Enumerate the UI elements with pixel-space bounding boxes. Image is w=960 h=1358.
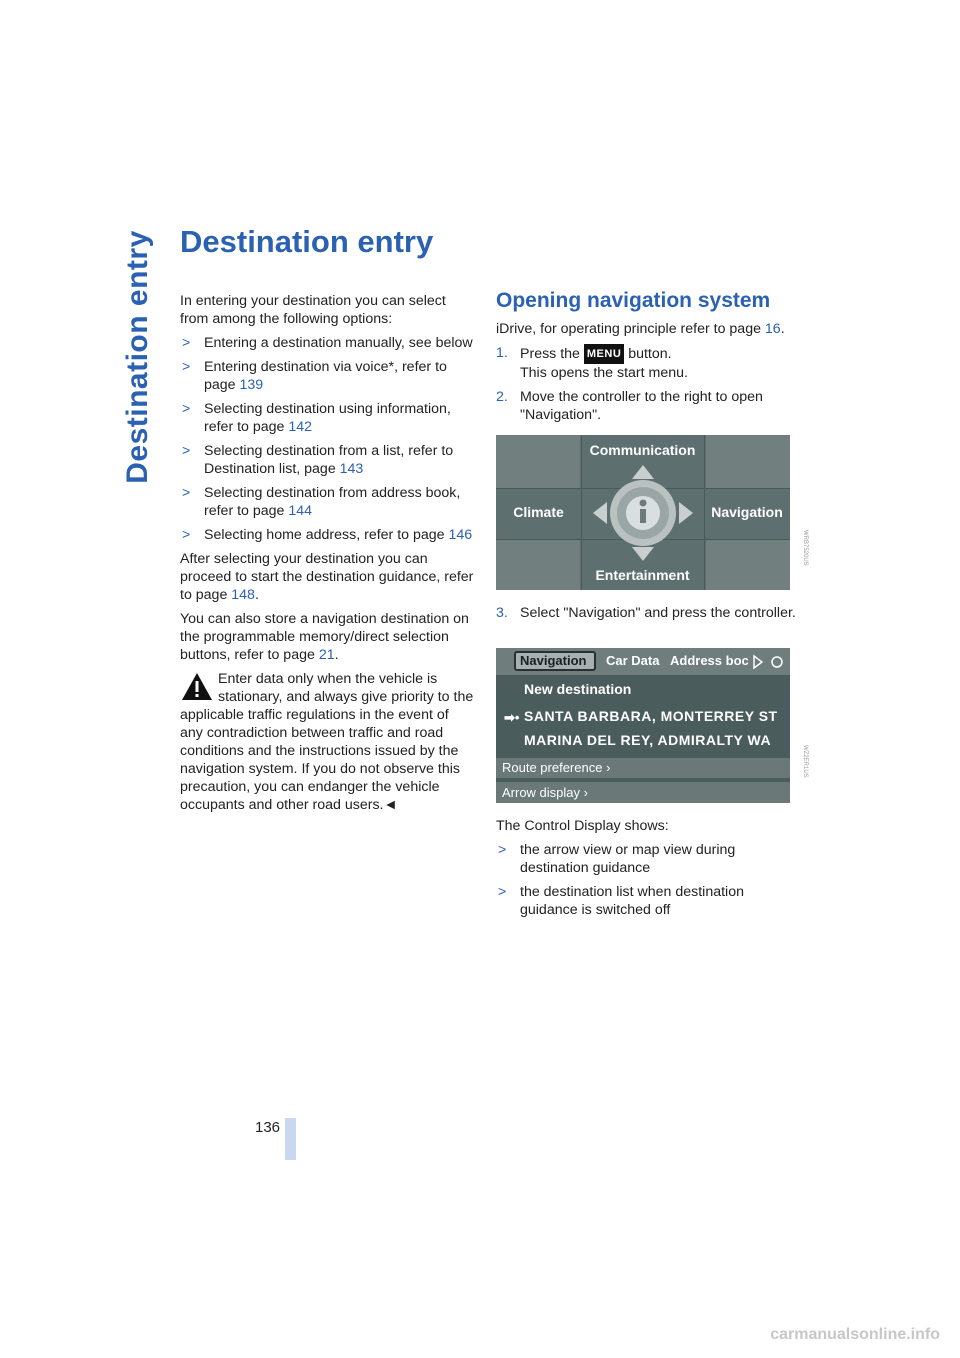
list-item: > Selecting destination using information, refer to page 142 — [182, 401, 451, 435]
menu-key-icon: MENU — [584, 344, 624, 364]
list-item: > the destination list when destination guidance is switched off — [498, 884, 744, 918]
menu-communication[interactable]: Communication — [589, 442, 696, 458]
left-column — [180, 292, 475, 820]
list-item: > Selecting home address, refer to page 146 — [182, 527, 473, 543]
page-link[interactable]: 146 — [448, 527, 473, 543]
start-menu-screenshot — [496, 435, 790, 590]
tab-address-book[interactable]: Address boc — [670, 653, 749, 668]
menu-entertainment[interactable]: Entertainment — [595, 567, 690, 583]
menu-item-destination[interactable]: SANTA BARBARA, MONTERREY ST — [524, 708, 778, 724]
page-title: Destination entry — [180, 224, 434, 259]
navigation-menu-screenshot — [496, 648, 790, 803]
after-select-text: After selecting your destination you can proceed to start the destination guidance, refer to page 148. — [180, 551, 474, 603]
intro-text: In entering your destination you can select from among the following options: — [180, 293, 446, 327]
image-code: WRB7520US — [802, 530, 808, 566]
tab-scroll-icon — [752, 654, 786, 670]
arrow-right-icon: ➡• — [504, 710, 520, 725]
controller-info-icon — [590, 463, 696, 563]
menu-item-route-preference[interactable]: Route preference › — [502, 760, 611, 775]
list-item: > Entering a destination manually, see below — [182, 335, 473, 351]
menu-climate[interactable]: Climate — [513, 504, 564, 520]
list-item: > the arrow view or map view during destination guidance — [498, 842, 736, 876]
menu-item-new-destination[interactable]: New destination — [524, 681, 632, 697]
footer-watermark: carmanualsonline.info — [770, 1326, 940, 1343]
grid-cell — [496, 540, 580, 590]
list-item: > Selecting destination from a list, refer to Destination list, page 143 — [182, 443, 454, 477]
step-item: 2. Move the controller to the right to open "Navigation". — [496, 389, 763, 423]
menu-item-destination[interactable]: MARINA DEL REY, ADMIRALTY WA — [524, 732, 772, 748]
display-shows-text: The Control Display shows: — [496, 818, 669, 834]
tab-navigation[interactable]: Navigation — [520, 653, 587, 668]
page-link[interactable]: 144 — [288, 503, 313, 519]
list-item: > Entering destination via voice*, refer to page 139 — [182, 359, 447, 393]
menu-navigation[interactable]: Navigation — [711, 504, 783, 520]
step-item: 3. Select "Navigation" and press the controller. — [496, 605, 796, 621]
page-marker-bar — [285, 1118, 296, 1160]
grid-cell — [706, 435, 790, 488]
warning-note: Enter data only when the vehicle is stationary, and always give priority to the applicable traffic regulations in the event of any contradiction between traffic and road conditions and the instructions issued by the navigation system. If you do not observe this precaution, you can endanger the vehicle occupants and other road users.◄ — [180, 671, 474, 813]
right-column — [496, 289, 796, 430]
list-item: > Selecting destination from address book, refer to page 144 — [182, 485, 461, 519]
store-text: You can also store a navigation destination on the programmable memory/direct selection buttons, refer to page 21. — [180, 611, 469, 663]
display-shows-section — [496, 817, 796, 925]
grid-cell — [706, 540, 790, 590]
grid-cell — [496, 435, 580, 488]
idrive-text: iDrive, for operating principle refer to page 16. — [496, 321, 785, 337]
page-link[interactable]: 21 — [318, 647, 335, 663]
section-title: Opening navigation system — [496, 289, 771, 312]
step-item: 1. Press the MENU button. This opens the start menu. — [496, 345, 688, 381]
image-code: WZ2ER1US — [802, 745, 808, 778]
tab-car-data[interactable]: Car Data — [606, 653, 660, 668]
menu-item-arrow-display[interactable]: Arrow display › — [502, 785, 588, 800]
page-link[interactable]: 148 — [231, 587, 255, 603]
side-chapter-title: Destination entry — [121, 230, 154, 484]
page-link[interactable]: 16 — [764, 321, 781, 337]
page-link[interactable]: 142 — [288, 419, 313, 435]
step-3 — [496, 604, 796, 628]
page-link[interactable]: 139 — [239, 377, 264, 393]
warning-triangle-icon — [180, 670, 214, 704]
page-link[interactable]: 143 — [339, 461, 364, 477]
page-number: 136 — [255, 1119, 281, 1136]
